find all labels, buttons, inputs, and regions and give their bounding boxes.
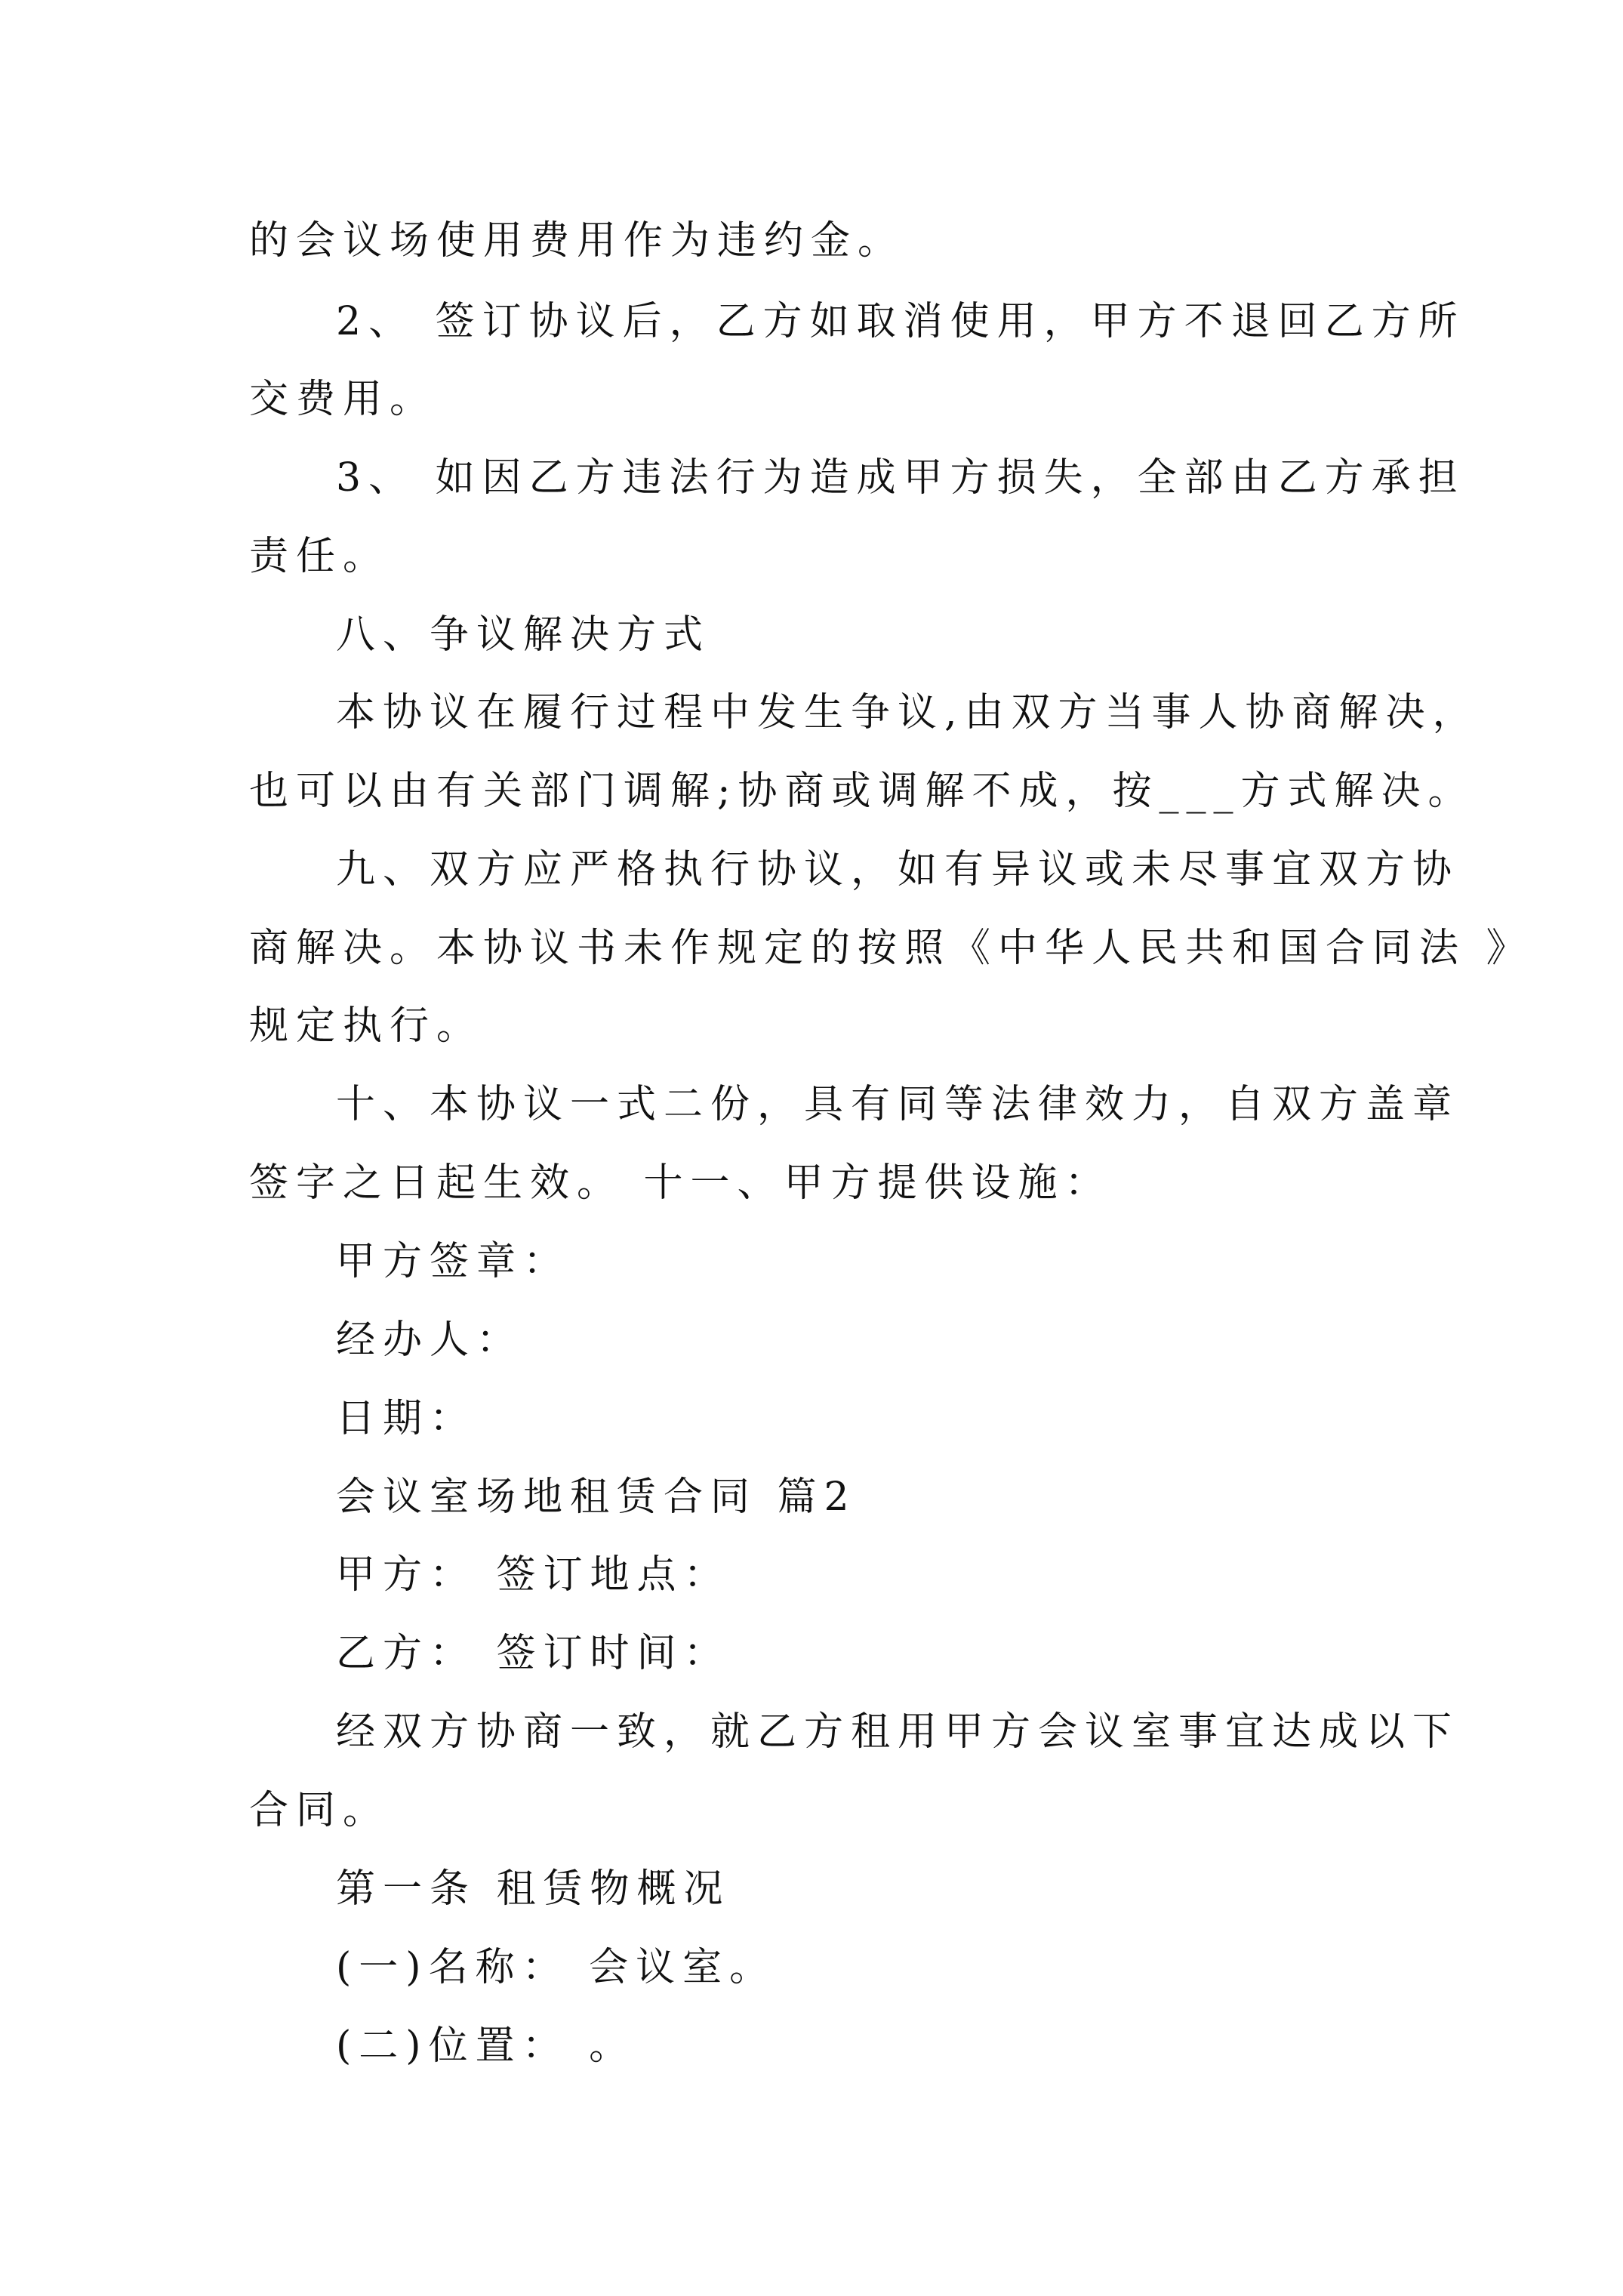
text-line: 2、 签订协议后，乙方如取消使用，甲方不退回乙方所 <box>336 299 1465 344</box>
text-line: 责任。 <box>249 534 390 579</box>
section-title: 会议室场地租赁合同 篇2 <box>336 1475 857 1520</box>
party-a-field: 甲方： 签订地点： <box>336 1552 731 1598</box>
article-heading: 第一条 租赁物概况 <box>336 1866 731 1912</box>
date-field: 日期： <box>336 1396 477 1441</box>
party-b-field: 乙方： 签订时间： <box>336 1631 731 1676</box>
text-line: 十、本协议一式二份，具有同等法律效力，自双方盖章 <box>336 1082 1460 1127</box>
name-field: (一)名称： 会议室。 <box>336 1945 777 1990</box>
agent-field: 经办人： <box>336 1318 524 1363</box>
text-line: 签字之日起生效。 十一、甲方提供设施： <box>249 1160 1112 1206</box>
text-line: 本协议在履行过程中发生争议,由双方当事人协商解决， <box>336 690 1480 735</box>
signature-field: 甲方签章： <box>336 1239 571 1284</box>
text-line: 的会议场使用费用作为违约金。 <box>249 218 905 264</box>
text-line: 也可以由有关部门调解;协商或调解不成，按___方式解决。 <box>249 769 1475 814</box>
location-field: (二)位置： 。 <box>336 2023 636 2069</box>
text-line: 商解决。本协议书未作规定的按照《中华人民共和国合同法 》 <box>249 926 1533 971</box>
text-line: 经双方协商一致，就乙方租用甲方会议室事宜达成以下 <box>336 1709 1460 1755</box>
text-line: 交费用。 <box>249 377 437 422</box>
text-line: 九、双方应严格执行协议，如有异议或未尽事宜双方协 <box>336 847 1460 892</box>
text-line: 合同。 <box>249 1788 390 1833</box>
text-line: 规定执行。 <box>249 1003 484 1049</box>
section-heading: 八、争议解决方式 <box>336 612 711 658</box>
text-line: 3、 如因乙方违法行为造成甲方损失，全部由乙方承担 <box>336 455 1465 501</box>
